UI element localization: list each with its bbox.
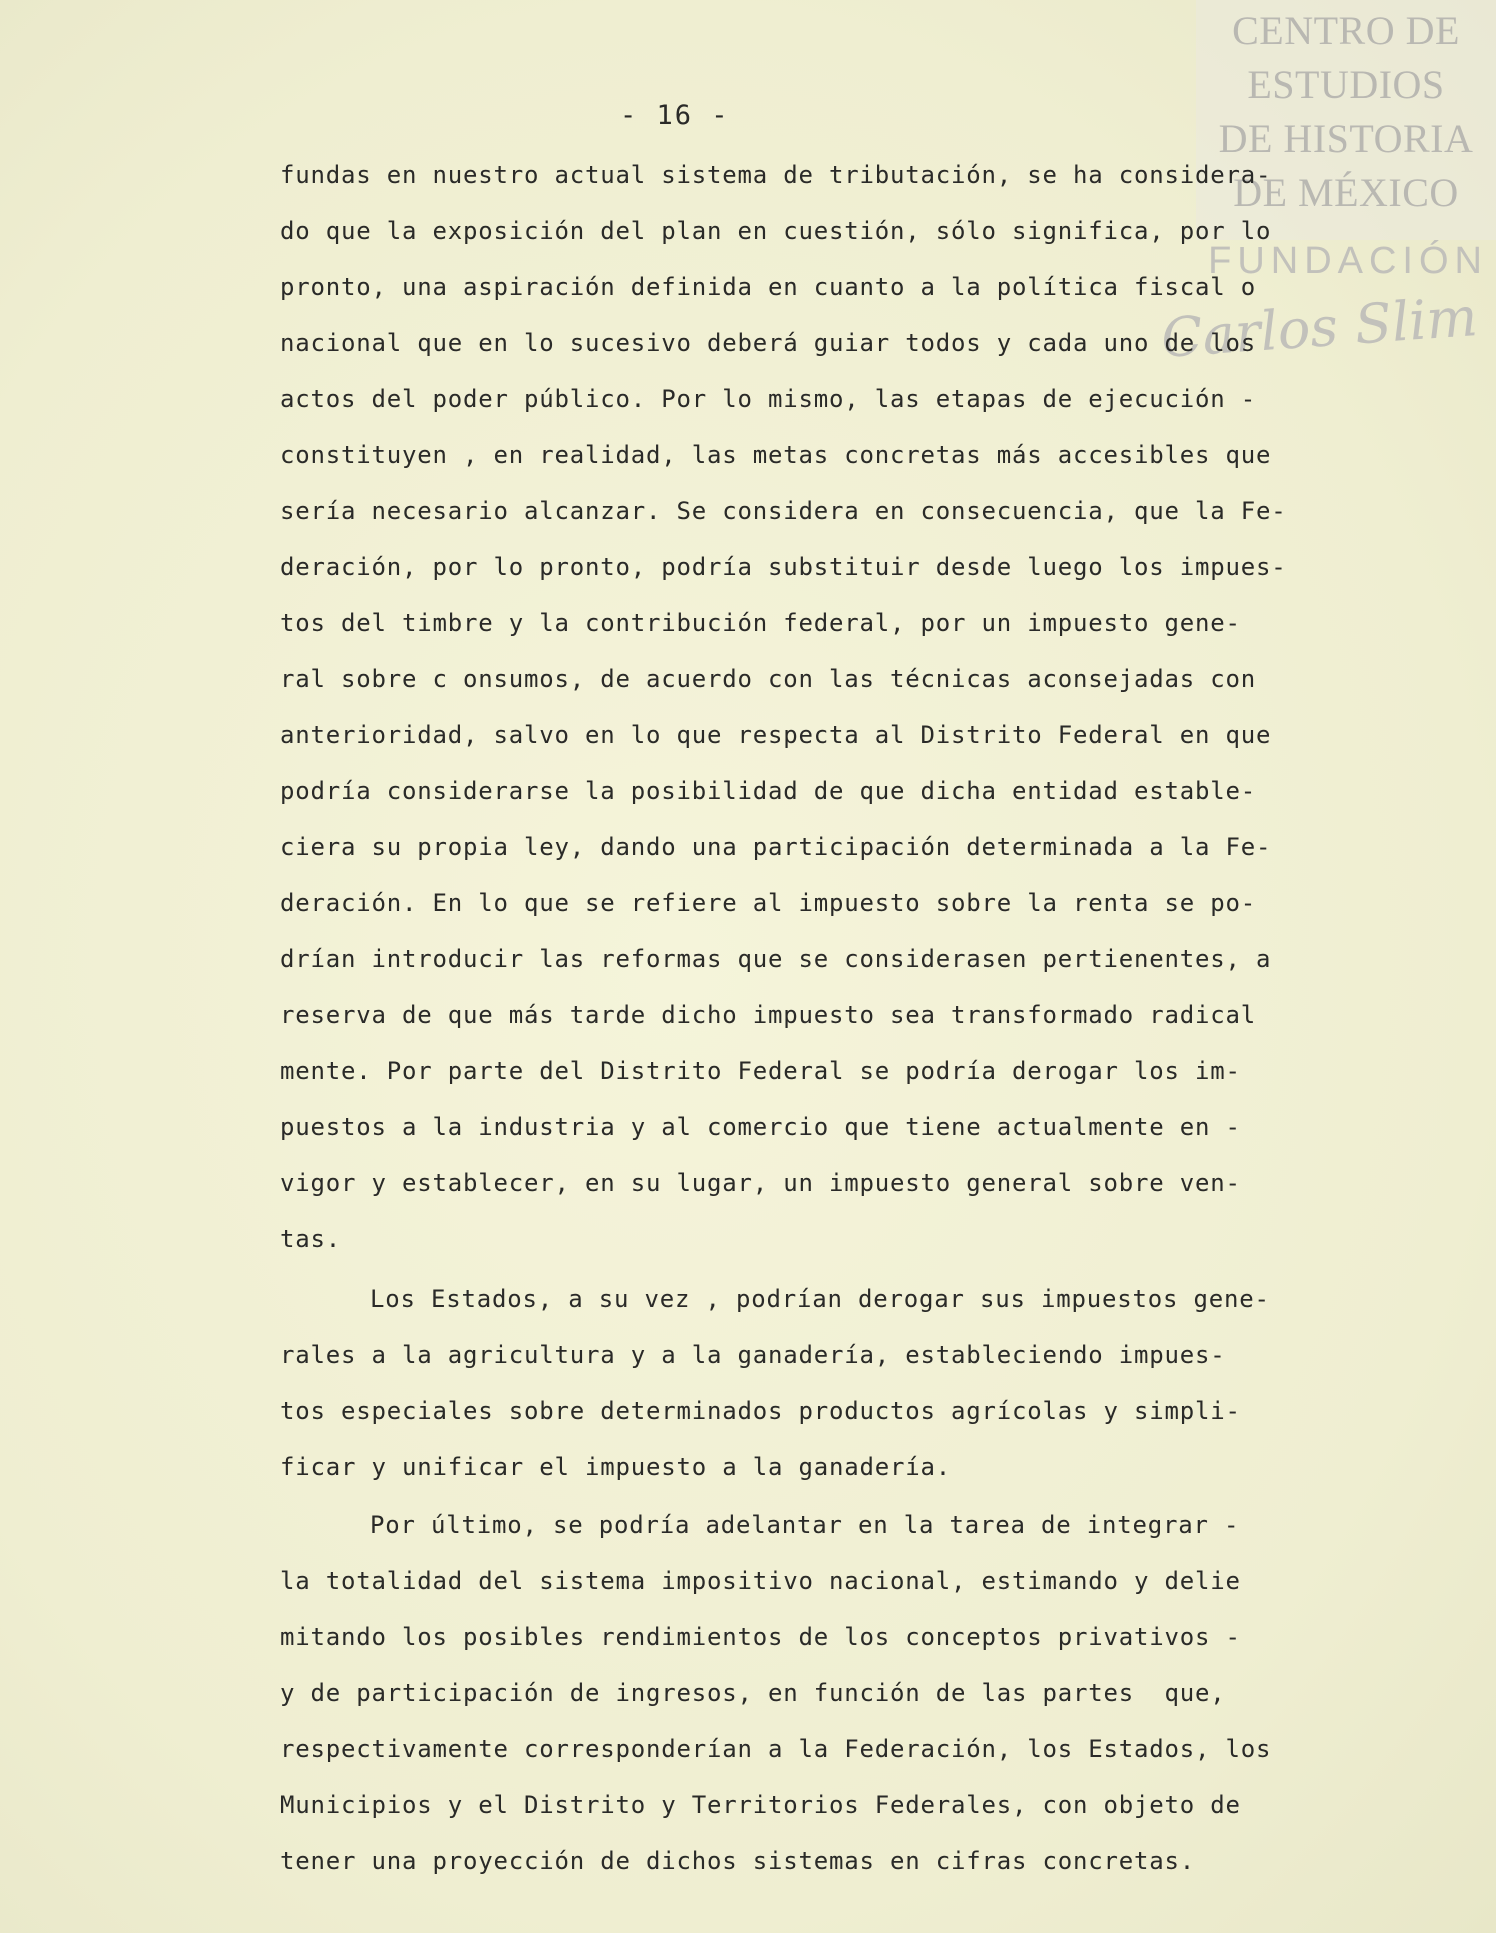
watermark-line: DE MÉXICO [1233,170,1459,215]
text-line: pronto, una aspiración definida en cuanto a la política fiscal o [280,273,1256,301]
text-line: podría considerarse la posibilidad de que dicha entidad estable- [280,777,1256,805]
page-number: - 16 - [620,100,730,131]
text-line: ficar y unificar el impuesto a la ganadería. [280,1453,951,1481]
text-line: y de participación de ingresos, en función de las partes que, [280,1679,1226,1707]
text-line: respectivamente corresponderían a la Federación, los Estados, los [280,1735,1272,1763]
text-line: mente. Por parte del Distrito Federal se podría derogar los im- [280,1057,1241,1085]
text-line: ciera su propia ley, dando una participación determinada a la Fe- [280,833,1272,861]
text-line: anterioridad, salvo en lo que respecta al Distrito Federal en que [280,721,1272,749]
text-line: tos especiales sobre determinados productos agrícolas y simpli- [280,1397,1241,1425]
text-line: sería necesario alcanzar. Se considera en consecuencia, que la Fe- [280,497,1287,525]
text-line: la totalidad del sistema impositivo nacional, estimando y delie [280,1567,1241,1595]
text-line: drían introducir las reformas que se considerasen pertienentes, a [280,945,1272,973]
text-line: Municipios y el Distrito y Territorios Federales, con objeto de [280,1791,1241,1819]
text-line: actos del poder público. Por lo mismo, las etapas de ejecución - [280,385,1256,413]
text-line: deración, por lo pronto, podría substituir desde luego los impues- [280,553,1287,581]
text-line: Los Estados, a su vez , podrían derogar sus impuestos gene- [370,1285,1270,1313]
text-line: reserva de que más tarde dicho impuesto sea transformado radical [280,1001,1256,1029]
text-line: do que la exposición del plan en cuestión, sólo significa, por lo [280,217,1272,245]
text-line: deración. En lo que se refiere al impuesto sobre la renta se po- [280,889,1256,917]
watermark-line: CENTRO DE [1232,8,1460,53]
watermark-line: DE HISTORIA [1218,116,1474,161]
text-line: mitando los posibles rendimientos de los conceptos privativos - [280,1623,1241,1651]
text-line: puestos a la industria y al comercio que tiene actualmente en - [280,1113,1241,1141]
text-line: ral sobre c onsumos, de acuerdo con las técnicas aconsejadas con [280,665,1256,693]
text-line: rales a la agricultura y a la ganadería, estableciendo impues- [280,1341,1226,1369]
watermark-line: ESTUDIOS [1247,62,1445,107]
text-line: tos del timbre y la contribución federal, por un impuesto gene- [280,609,1241,637]
text-line: Por último, se podría adelantar en la tarea de integrar - [370,1511,1240,1539]
watermark-foundation: FUNDACIÓN [1208,240,1488,282]
text-line: fundas en nuestro actual sistema de tributación, se ha considera- [280,161,1272,189]
text-line: tas. [280,1225,341,1253]
watermark-signature: Carlos Slim [1159,285,1480,370]
text-line: nacional que en lo sucesivo deberá guiar todos y cada uno de los [280,329,1256,357]
text-line: vigor y establecer, en su lugar, un impuesto general sobre ven- [280,1169,1241,1197]
archive-watermark [1196,0,1496,240]
text-line: tener una proyección de dichos sistemas en cifras concretas. [280,1847,1195,1875]
text-line: constituyen , en realidad, las metas concretas más accesibles que [280,441,1272,469]
